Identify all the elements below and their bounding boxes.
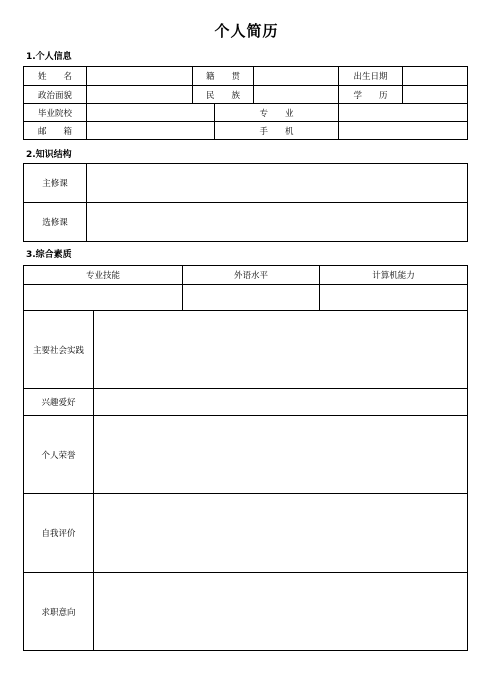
label-ethnicity: 民 族 xyxy=(193,86,254,104)
label-foreign-language: 外语水平 xyxy=(183,266,320,285)
label-main-courses: 主修课 xyxy=(24,164,87,203)
value-mobile[interactable] xyxy=(339,122,468,140)
value-computer-ability[interactable] xyxy=(320,285,468,311)
value-native-place[interactable] xyxy=(254,67,339,86)
label-honors: 个人荣誉 xyxy=(24,416,94,494)
value-hobbies[interactable] xyxy=(94,389,468,416)
label-self-evaluation: 自我评价 xyxy=(24,494,94,573)
skills-table xyxy=(23,265,468,311)
label-hobbies: 兴趣爱好 xyxy=(24,389,94,416)
section-quality-heading: 3.综合素质 xyxy=(26,250,72,260)
value-main-courses[interactable] xyxy=(87,164,468,203)
section-personal-heading: 1.个人信息 xyxy=(26,52,72,62)
value-electives[interactable] xyxy=(87,203,468,242)
label-computer-ability: 计算机能力 xyxy=(320,266,468,285)
label-birth-date: 出生日期 xyxy=(339,67,403,86)
value-mailbox[interactable] xyxy=(87,122,215,140)
label-job-intention: 求职意向 xyxy=(24,573,94,651)
page-title: 个人简历 xyxy=(214,22,279,40)
value-social-practice[interactable] xyxy=(94,311,468,389)
section-knowledge-heading: 2.知识结构 xyxy=(26,150,72,160)
label-mailbox: 邮 箱 xyxy=(24,122,87,140)
label-major: 专 业 xyxy=(215,104,339,122)
label-native-place: 籍 贯 xyxy=(193,67,254,86)
label-professional-skills: 专业技能 xyxy=(24,266,183,285)
value-political-status[interactable] xyxy=(87,86,193,104)
label-electives: 选修课 xyxy=(24,203,87,242)
value-name[interactable] xyxy=(87,67,193,86)
label-education: 学 历 xyxy=(339,86,403,104)
label-name: 姓 名 xyxy=(24,67,87,86)
label-social-practice: 主要社会实践 xyxy=(24,311,94,389)
value-self-evaluation[interactable] xyxy=(94,494,468,573)
value-professional-skills[interactable] xyxy=(24,285,183,311)
value-job-intention[interactable] xyxy=(94,573,468,651)
value-education[interactable] xyxy=(403,86,468,104)
value-major[interactable] xyxy=(339,104,468,122)
knowledge-table xyxy=(23,163,468,242)
value-ethnicity[interactable] xyxy=(254,86,339,104)
value-honors[interactable] xyxy=(94,416,468,494)
personal-info-table xyxy=(23,66,468,140)
value-foreign-language[interactable] xyxy=(183,285,320,311)
label-political-status: 政治面貌 xyxy=(24,86,87,104)
label-school: 毕业院校 xyxy=(24,104,87,122)
label-mobile: 手 机 xyxy=(215,122,339,140)
quality-detail-table xyxy=(23,310,468,651)
value-birth-date[interactable] xyxy=(403,67,468,86)
value-school[interactable] xyxy=(87,104,215,122)
